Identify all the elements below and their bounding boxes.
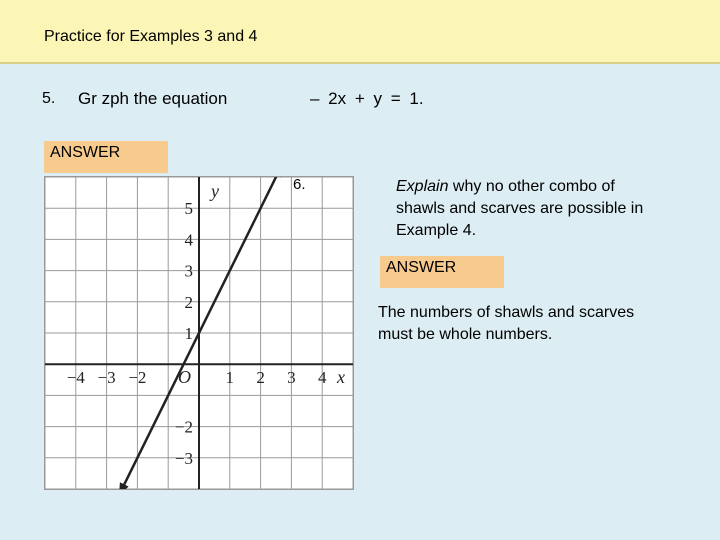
y-tick-label: 3 [184,261,193,281]
page-title: Practice for Examples 3 and 4 [44,28,258,45]
graph-svg [45,177,353,489]
x-tick-label: −2 [128,368,147,388]
y-axis-label: y [211,181,219,201]
answer-button-5[interactable]: ANSWER [44,141,168,173]
coordinate-graph [44,176,354,490]
x-tick-label: 4 [317,368,327,388]
y-tick-label: 1 [184,324,193,343]
y-tick-label: −3 [174,448,193,468]
answer-button-6[interactable]: ANSWER [380,256,504,288]
y-tick-label: 4 [184,230,193,250]
explain-word: Explain [396,178,449,195]
x-tick-label: −4 [66,368,85,388]
y-tick-label: 5 [184,199,193,219]
x-tick-label: 2 [256,368,265,388]
x-tick-label: −3 [97,368,116,388]
y-tick-label: 2 [184,292,193,312]
problem-5-equation: – 2x + y = 1. [310,89,424,108]
problem-6-prompt [396,176,646,242]
problem-5-text: Gr zph the equation [78,89,228,108]
x-tick-label: 1 [225,368,235,388]
problem-6-number: 6. [293,176,306,193]
origin-label: O [178,367,191,388]
x-tick-label: 3 [287,368,296,388]
explain-rest: why no other combo of shawls and scarves are possible in Example 4. [396,178,644,239]
y-tick-label: −2 [174,417,193,437]
problem-6-answer: The numbers of shawls and scarves must be whole numbers. [378,304,635,343]
problem-5-number: 5. [42,90,56,107]
x-axis-label: x [337,367,345,388]
title-bar [0,0,720,64]
